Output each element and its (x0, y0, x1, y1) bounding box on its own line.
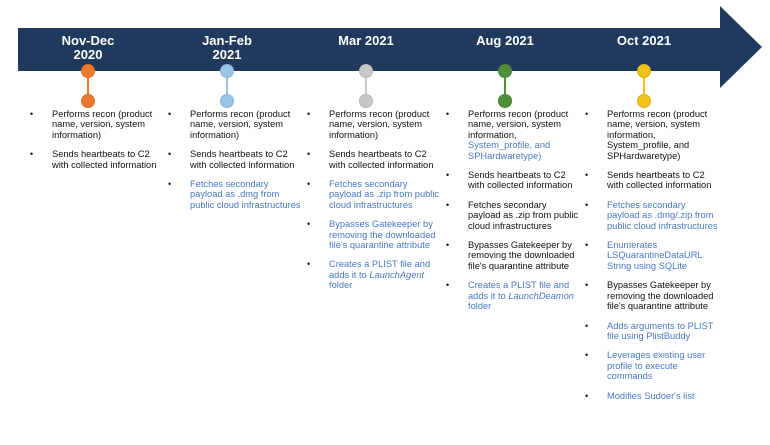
marker-dot-top (498, 64, 512, 78)
capability-text: Bypasses Gatekeeper by removing the downloaded file's quarantine attribute (468, 240, 575, 271)
capability-item (329, 259, 441, 290)
capability-item (329, 109, 441, 140)
capability-folder-name: LaunchDeamon (508, 290, 574, 301)
capability-item (468, 109, 580, 161)
capability-text: Bypasses Gatekeeper by removing the downloaded file's quarantine attribute (329, 219, 436, 251)
capability-text: Sends heartbeats to C2 with collected information (329, 149, 434, 170)
capability-list-4 (607, 109, 719, 410)
capability-item (190, 179, 302, 210)
capability-text: Fetches secondary payload as .dmg from public cloud infrastructures (190, 179, 301, 210)
capability-text: Creates a PLIST file and adds it to (468, 280, 570, 301)
capability-item (468, 240, 580, 271)
capability-item (607, 391, 719, 401)
capability-item (607, 280, 719, 311)
capability-text: Leverages existing user profile to execute commands (607, 350, 706, 382)
capability-text: Adds arguments to PLIST file using PlistBuddy (607, 320, 714, 341)
capability-text: Performs recon (product name, version, system information, System_profile, and SPHardwaretype) (607, 109, 708, 161)
marker-dot-top (359, 64, 373, 78)
capability-text-new: System_profile, and SPHardwaretype) (468, 140, 551, 161)
capability-item (607, 109, 719, 161)
capability-item (607, 240, 719, 271)
capability-text: Bypasses Gatekeeper by removing the downloaded file's quarantine attribute (607, 280, 714, 312)
milestone-marker-3 (498, 64, 512, 104)
capability-text: Sends heartbeats to C2 with collected information (52, 149, 157, 170)
capability-text: Sends heartbeats to C2 with collected information (607, 170, 712, 191)
capability-item (52, 109, 164, 140)
capability-item (607, 321, 719, 342)
capability-item (468, 280, 580, 311)
milestone-marker-0 (81, 64, 95, 104)
capability-text: Enumerates LSQuarantineDataURL String using SQLite (607, 240, 703, 271)
marker-dot-bottom (359, 94, 373, 108)
capability-item (329, 149, 441, 170)
marker-dot-bottom (637, 94, 651, 108)
capability-item (607, 350, 719, 381)
capability-text: Sends heartbeats to C2 with collected information (468, 170, 573, 191)
capability-text: Sends heartbeats to C2 with collected information (190, 149, 295, 170)
milestone-date-3: Aug 2021 (476, 33, 534, 48)
capability-item (607, 170, 719, 191)
milestone-date-4: Oct 2021 (616, 33, 672, 48)
capability-list-3 (468, 109, 580, 321)
capability-item (468, 200, 580, 231)
capability-text: Fetches secondary payload as .dmg/.zip from public cloud infrastructures (607, 199, 718, 231)
marker-dot-bottom (498, 94, 512, 108)
capability-text: Modifies Sudoer's list (607, 390, 695, 401)
capability-item (52, 149, 164, 170)
capability-text: Fetches secondary payload as .zip from public cloud infrastructures (468, 199, 579, 231)
marker-dot-top (220, 64, 234, 78)
milestone-date-0: Nov-Dec 2020 (61, 33, 115, 62)
capability-item (329, 179, 441, 210)
capability-text: Fetches secondary payload as .zip from public cloud infrastructures (329, 179, 440, 210)
capability-text-suffix: folder (468, 301, 492, 312)
milestone-date-2: Mar 2021 (338, 33, 394, 48)
capability-text-suffix: folder (329, 280, 353, 291)
capability-list-0 (52, 109, 164, 179)
capability-list-2 (329, 109, 441, 300)
capability-item (190, 149, 302, 170)
capability-item (190, 109, 302, 140)
capability-item (329, 219, 441, 250)
capability-text: Creates a PLIST file and adds it to (329, 259, 431, 280)
marker-dot-top (81, 64, 95, 78)
capability-item (607, 200, 719, 231)
milestone-marker-4 (637, 64, 651, 104)
capability-text: Performs recon (product name, version, system information, (468, 109, 569, 140)
capability-item (468, 170, 580, 191)
milestone-marker-2 (359, 64, 373, 104)
marker-dot-bottom (81, 94, 95, 108)
capability-text: Performs recon (product name, version, system information) (190, 109, 291, 140)
marker-dot-bottom (220, 94, 234, 108)
capability-folder-name: LaunchAgent (369, 269, 425, 280)
capability-text: Performs recon (product name, version, system information) (329, 109, 430, 140)
milestone-date-1: Jan-Feb 2021 (202, 33, 252, 62)
milestone-marker-1 (220, 64, 234, 104)
marker-dot-top (637, 64, 651, 78)
capability-list-1 (190, 109, 302, 219)
capability-text: Performs recon (product name, version, system information) (52, 109, 153, 140)
